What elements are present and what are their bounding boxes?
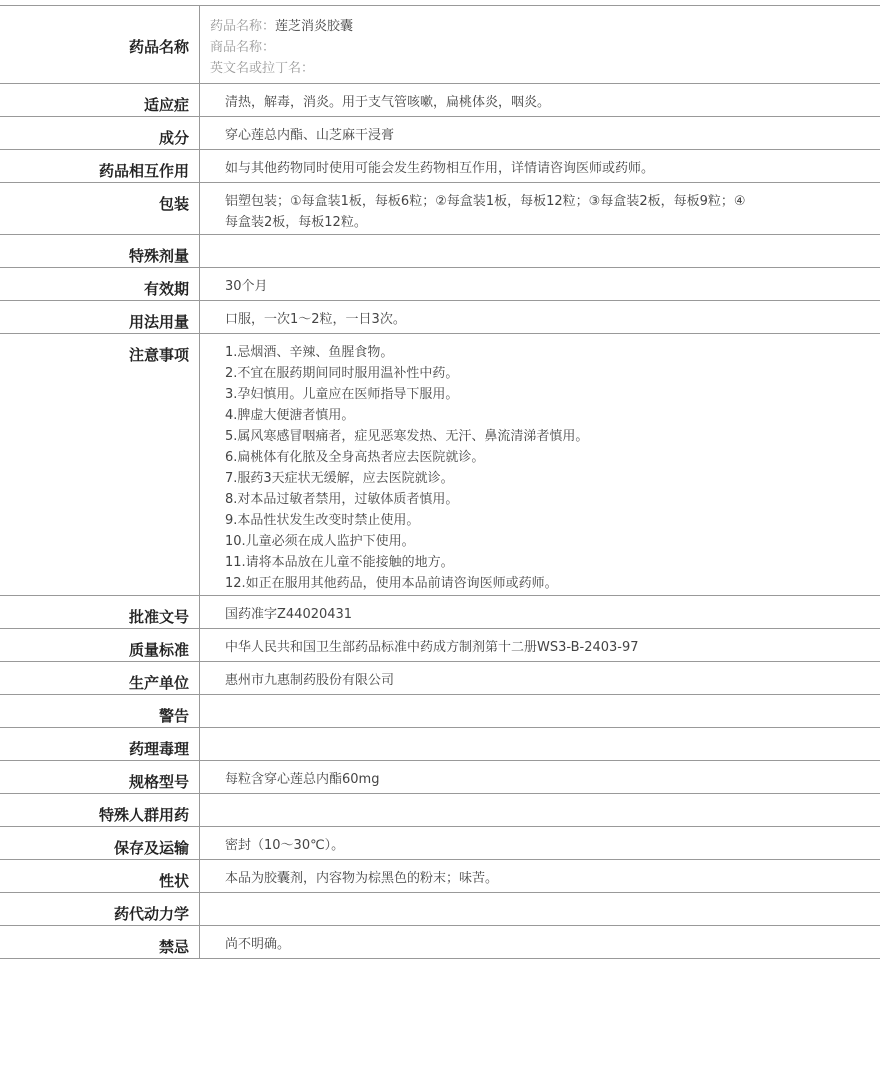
row-value: 尚不明确。 — [225, 937, 291, 952]
precaution-item: 10.儿童必须在成人监护下使用。 — [225, 534, 415, 549]
row-label: 注意事项 — [0, 334, 200, 595]
row-drug-name — [0, 6, 880, 84]
row-manufacturer — [0, 662, 880, 695]
row-label: 药理毒理 — [0, 728, 200, 760]
row-value — [200, 893, 880, 925]
row-value: 清热，解毒，消炎。用于支气管咳嗽，扁桃体炎，咽炎。 — [225, 95, 551, 110]
row-dosage — [0, 301, 880, 334]
precaution-item: 3.孕妇慎用。儿童应在医师指导下服用。 — [225, 387, 459, 402]
drug-name-value: 莲芝消炎胶囊 — [275, 19, 354, 34]
row-pharmacokinetics — [0, 893, 880, 926]
row-contraindications — [0, 926, 880, 959]
row-pharmacology — [0, 728, 880, 761]
row-label: 规格型号 — [0, 761, 200, 793]
row-value: 惠州市九惠制药股份有限公司 — [225, 673, 395, 688]
row-value — [200, 695, 880, 727]
precaution-item: 11.请将本品放在儿童不能接触的地方。 — [225, 555, 454, 570]
row-packaging — [0, 183, 880, 235]
row-value: 穿心莲总内酯、山芝麻干浸膏 — [225, 128, 395, 143]
row-value: 每粒含穿心莲总内酯60mg — [225, 772, 380, 787]
row-specification — [0, 761, 880, 794]
row-value: 中华人民共和国卫生部药品标准中药成方制剂第十二册WS3-B-2403-97 — [225, 640, 639, 655]
trade-name-key: 商品名称： — [210, 40, 276, 55]
row-value — [200, 728, 880, 760]
row-value: 国药准字Z44020431 — [225, 607, 353, 622]
drug-info-table — [0, 5, 880, 959]
row-label: 药代动力学 — [0, 893, 200, 925]
row-label: 包装 — [0, 183, 200, 234]
row-value — [200, 235, 880, 267]
row-quality-standard — [0, 629, 880, 662]
row-label: 保存及运输 — [0, 827, 200, 859]
row-warning — [0, 695, 880, 728]
row-approval-number — [0, 596, 880, 629]
precaution-item: 12.如正在服用其他药品，使用本品前请咨询医师或药师。 — [225, 576, 558, 591]
row-value: 口服，一次1～2粒，一日3次。 — [225, 312, 406, 327]
row-label: 禁忌 — [0, 926, 200, 958]
row-label: 批准文号 — [0, 596, 200, 628]
precaution-item: 4.脾虚大便溏者慎用。 — [225, 408, 355, 423]
row-ingredients — [0, 117, 880, 150]
precautions-list — [200, 334, 880, 595]
row-value — [200, 183, 880, 234]
row-label: 药品相互作用 — [0, 150, 200, 182]
precaution-item: 2.不宜在服药期间同时服用温补性中药。 — [225, 366, 459, 381]
row-value: 如与其他药物同时使用可能会发生药物相互作用，详情请咨询医师或药师。 — [225, 161, 655, 176]
drug-name-line — [210, 16, 870, 37]
trade-name-line — [210, 37, 870, 58]
row-label: 质量标准 — [0, 629, 200, 661]
precaution-item: 9.本品性状发生改变时禁止使用。 — [225, 513, 420, 528]
row-value: 30个月 — [225, 279, 268, 294]
row-label: 适应症 — [0, 84, 200, 116]
precaution-item: 5.属风寒感冒咽痛者，症见恶寒发热、无汗、鼻流清涕者慎用。 — [225, 429, 589, 444]
row-description — [0, 860, 880, 893]
row-label: 特殊剂量 — [0, 235, 200, 267]
precaution-item: 8.对本品过敏者禁用，过敏体质者慎用。 — [225, 492, 459, 507]
row-label: 生产单位 — [0, 662, 200, 694]
precaution-item: 7.服药3天症状无缓解，应去医院就诊。 — [225, 471, 454, 486]
row-special-populations — [0, 794, 880, 827]
row-label: 警告 — [0, 695, 200, 727]
row-value: 密封（10～30℃）。 — [225, 838, 345, 853]
row-value: 本品为胶囊剂，内容物为棕黑色的粉末；味苦。 — [225, 871, 499, 886]
row-label: 性状 — [0, 860, 200, 892]
row-label: 成分 — [0, 117, 200, 149]
row-shelf-life — [0, 268, 880, 301]
precaution-item: 6.扁桃体有化脓及全身高热者应去医院就诊。 — [225, 450, 485, 465]
latin-name-key: 英文名或拉丁名： — [210, 61, 315, 76]
drug-name-key: 药品名称： — [210, 19, 276, 34]
row-label: 用法用量 — [0, 301, 200, 333]
row-interactions — [0, 150, 880, 183]
row-storage — [0, 827, 880, 860]
precaution-item: 1.忌烟酒、辛辣、鱼腥食物。 — [225, 345, 394, 360]
row-label: 药品名称 — [0, 6, 200, 83]
row-value — [200, 794, 880, 826]
row-indications — [0, 84, 880, 117]
latin-name-line — [210, 58, 870, 79]
drug-names — [200, 6, 880, 83]
row-special-dosage — [0, 235, 880, 268]
row-precautions — [0, 334, 880, 596]
row-label: 特殊人群用药 — [0, 794, 200, 826]
packaging-text: 铝塑包装；①每盒装1板，每板6粒；②每盒装1板，每板12粒；③每盒装2板，每板9粒；④每盒装2板，每板12粒。 — [225, 194, 746, 230]
row-label: 有效期 — [0, 268, 200, 300]
